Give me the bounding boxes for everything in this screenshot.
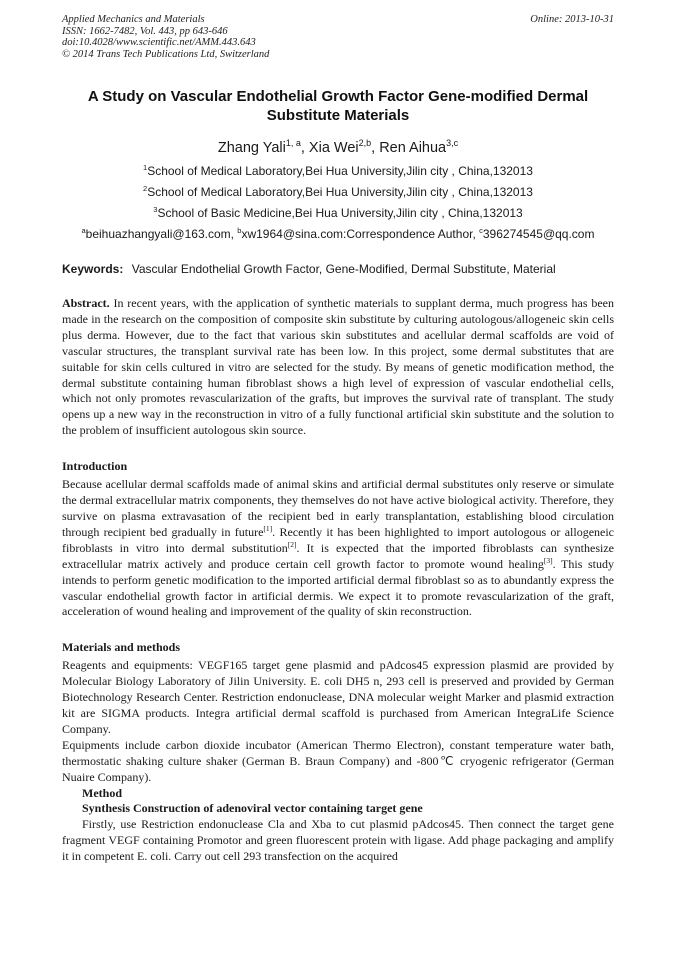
affiliation-text: School of Basic Medicine,Bei Hua University,Jilin city , China,132013 [157, 206, 523, 220]
email-text: 396274545@qq.com [482, 227, 595, 241]
running-header [62, 14, 614, 60]
affiliation-text: School of Medical Laboratory,Bei Hua University,Jilin city , China,132013 [147, 164, 533, 178]
email-sup: c [479, 226, 483, 235]
section-heading-introduction: Introduction [62, 459, 128, 474]
affiliation-sup: 1 [143, 163, 148, 172]
paper-title: A Study on Vascular Endothelial Growth Factor Gene-modified Dermal Substitute Materials [87, 88, 589, 124]
author-name: Xia Wei [308, 140, 359, 156]
subheading-synthesis: Synthesis Construction of adenoviral vector containing target gene [82, 801, 423, 816]
keywords-text: Vascular Endothelial Growth Factor, Gene-Modified, Dermal Substitute, Material [131, 262, 556, 276]
affiliation [62, 206, 614, 221]
paper-page [62, 14, 614, 865]
journal-name: Applied Mechanics and Materials [62, 14, 205, 25]
author-sup: 2,b [358, 138, 372, 148]
email-sup: a [81, 226, 86, 235]
abstract-text: In recent years, with the application of synthetic materials to supplant derma, much progress has been made in the research on the composition of composite skin substitute by culturing autologous/allogeneic skin cells plus derma. However, due to the fact that various skin substitutes and acellular dermal scaffolds are void of vascular structures, the transplant survival rate has been low. In this project, some dermal substitutes that are suitable for skin cells cultured in vitro are selected for the study. By means of genetic modification method, the dermal substitute containing human fibroblast shows a high level of expression of vascular endothelial cells, which not only promotes revascularization of the grafts, but improves the survival rate of transplant. The study opens up a new way in the reconstruction in vitro of a fully functional artificial skin substitute and the solution to the problem of insufficient autologous skin source. [62, 296, 614, 438]
author-sup: 1, a [285, 138, 301, 148]
author-name: Ren Aihua [379, 140, 447, 156]
abstract [62, 296, 614, 439]
copyright: © 2014 Trans Tech Publications Ltd, Switzerland [62, 48, 270, 60]
email-text: xw1964@sina.com:Correspondence Author, [241, 227, 480, 241]
affiliation [62, 185, 614, 200]
affiliation-sup: 3 [153, 205, 158, 214]
author-name: Zhang Yali [217, 140, 286, 156]
intro-text: Because acellular dermal scaffolds made of animal skins and artificial dermal substitutes only reserve or simulate the dermal extracellular matrix components, they themselves do not have active biological activity. Therefore, they survive on plasma extravasation of the recipient bed in early transplantation, establishing blood circulation through recipient bed gradually in future [62, 477, 614, 539]
citation-ref: [3] [543, 555, 553, 565]
author-list: Zhang Yali$^{1, a}$, Xia Wei$^{2,b}$, Ren Aihua$^{3,c}$ [217, 138, 459, 156]
method-paragraph: Firstly, use Restriction endonuclease Cla and Xba to cut plasmid pAdcos45. Then connect the target gene fragment VEGF containing Promotor and green fluorescent protein with ligase. Add phage packaging and amplify it in competent E. coli. Carry out cell 293 transfection on the acquired [62, 817, 614, 864]
citation-ref: [1] [263, 523, 273, 533]
affiliation [62, 164, 614, 179]
online-date: Online: 2013-10-31 [530, 14, 614, 25]
doi: doi:10.4028/www.scientific.net/AMM.443.643 [62, 37, 256, 48]
abstract-label: Abstract. [62, 296, 110, 310]
author-sup: 3,c [446, 138, 459, 148]
section-heading-materials: Materials and methods [62, 640, 180, 655]
keywords [62, 262, 614, 277]
email-text: beihuazhangyali@163.com, [85, 227, 238, 241]
introduction-paragraph [62, 477, 614, 620]
intro-text: . Recently it has been highlighted to import autologous or allogeneic fibroblasts in vitro into dermal substitution [62, 524, 615, 555]
materials-paragraph: Reagents and equipments: VEGF165 target gene plasmid and pAdcos45 expression plasmid are provided by Molecular Biology Laboratory of Jilin University. E. coli DH5 n, 293 cell is preserved and provided by German Biotechnology Research Center. Restriction endonuclease, DNA molecular weight Marker and plasmid extraction kit are SIGMA products. Integra artificial dermal scaffold is purchased from American IntegraLife Science Company. [62, 658, 614, 736]
issn: ISSN: 1662-7482, Vol. 443, pp 643-646 [62, 25, 228, 37]
intro-text: . This study intends to perform genetic modification to the imported artificial dermal fibroblast so as to abundantly express the vascular endothelial growth factor in artificial dermis. We expect it to promote revascularization of the graft, acceleration of wound healing and improvement of the quality of skin reconstruction. [62, 556, 614, 619]
keywords-label: Keywords: [62, 262, 124, 276]
citation-ref: [2] [287, 539, 297, 549]
email-line [56, 227, 620, 242]
affiliation-sup: 2 [143, 184, 148, 193]
email-sup: b [237, 226, 242, 235]
subheading-method: Method [82, 785, 122, 800]
equipment-paragraph: Equipments include carbon dioxide incubator (American Thermo Electron), constant temperature water bath, thermostatic shaking culture shaker (German B. Braun Company) and -800℃ cryogenic refrigerator (German Nuaire Company). [62, 737, 614, 784]
intro-text: . It is expected that the imported fibroblasts can synthesize extracellular matrix actively and produce certain cell growth factor to promote wound healing [62, 540, 615, 571]
affiliation-text: School of Medical Laboratory,Bei Hua University,Jilin city , China,132013 [147, 185, 533, 199]
